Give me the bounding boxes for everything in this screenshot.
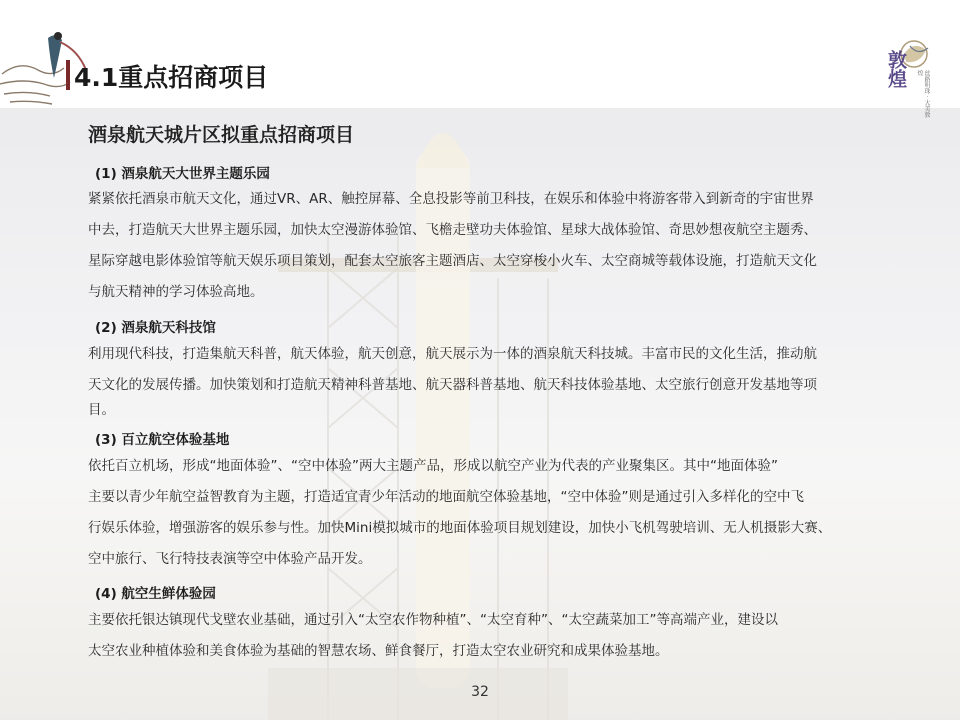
item-paragraph [88,605,898,667]
paragraph-line: 目。 [88,402,115,418]
paragraph-line: 紧紧依托酒泉市航天文化，通过VR、AR、触控屏幕、全息投影等前卫科技，在娱乐和体验中将游客带入到新奇的宇宙世界 [88,191,814,207]
logo-main-text: 敦煌 [885,50,907,88]
paragraph-line: 天文化的发展传播。加快策划和打造航天精神科普基地、航天器科普基地、航天科技体验基地、太空旅行创意开发基地等项 [88,377,817,393]
item-heading: (4) 航空生鲜体验园 [95,586,216,602]
item-paragraph [88,184,898,308]
item-paragraph [88,451,898,575]
item-paragraph [88,339,898,432]
logo-mark-icon [870,36,948,124]
page-title: 4.1重点招商项目 [74,63,269,92]
item-heading: (3) 百立航空体验基地 [95,432,230,448]
paragraph-line: 星际穿越电影体验馆等航天娱乐项目策划，配套太空旅客主题酒店、太空穿梭小火车、太空商城等载体设施，打造航天文化 [88,253,817,269]
item-heading: (1) 酒泉航天大世界主题乐园 [95,166,270,182]
paragraph-line: 行娱乐体验，增强游客的娱乐参与性。加快Mini模拟城市的地面体验项目规划建设，加快小飞机驾驶培训、无人机摄影大赛、 [88,520,832,536]
paragraph-line: 利用现代科技，打造集航天科普，航天体验，航天创意，航天展示为一体的酒泉航天科技城。丰富市民的文化生活，推动航 [88,346,817,362]
paragraph-line: 与航天精神的学习体验高地。 [88,284,264,300]
paragraph-line: 依托百立机场，形成“地面体验”、“空中体验”两大主题产品，形成以航空产业为代表的产业聚集区。其中“地面体验” [88,458,778,474]
paragraph-line: 太空农业种植体验和美食体验为基础的智慧农场、鲜食餐厅，打造太空农业研究和成果体验基地。 [88,643,669,659]
logo-side-text: 丝路明珠 · 大美敦煌 [916,70,930,118]
paragraph-line: 主要以青少年航空益智教育为主题，打造适宜青少年活动的地面航空体验基地，“空中体验”则是通过引入多样化的空中飞 [88,489,804,505]
paragraph-line: 主要依托银达镇现代戈壁农业基础，通过引入“太空农作物种植”、“太空育种”、“太空蔬菜加工”等高端产业，建设以 [88,612,778,628]
dunhuang-logo [870,36,948,124]
paragraph-line: 空中旅行、飞行特技表演等空中体验产品开发。 [88,551,372,567]
page-number: 32 [471,684,489,700]
section-title: 酒泉航天城片区拟重点招商项目 [88,124,355,146]
title-accent-bar [66,60,70,90]
paragraph-line: 中去，打造航天大世界主题乐园，加快太空漫游体验馆、飞檐走壁功夫体验馆、星球大战体验馆、奇思妙想夜航空主题秀、 [88,222,817,238]
item-heading: (2) 酒泉航天科技馆 [95,320,216,336]
